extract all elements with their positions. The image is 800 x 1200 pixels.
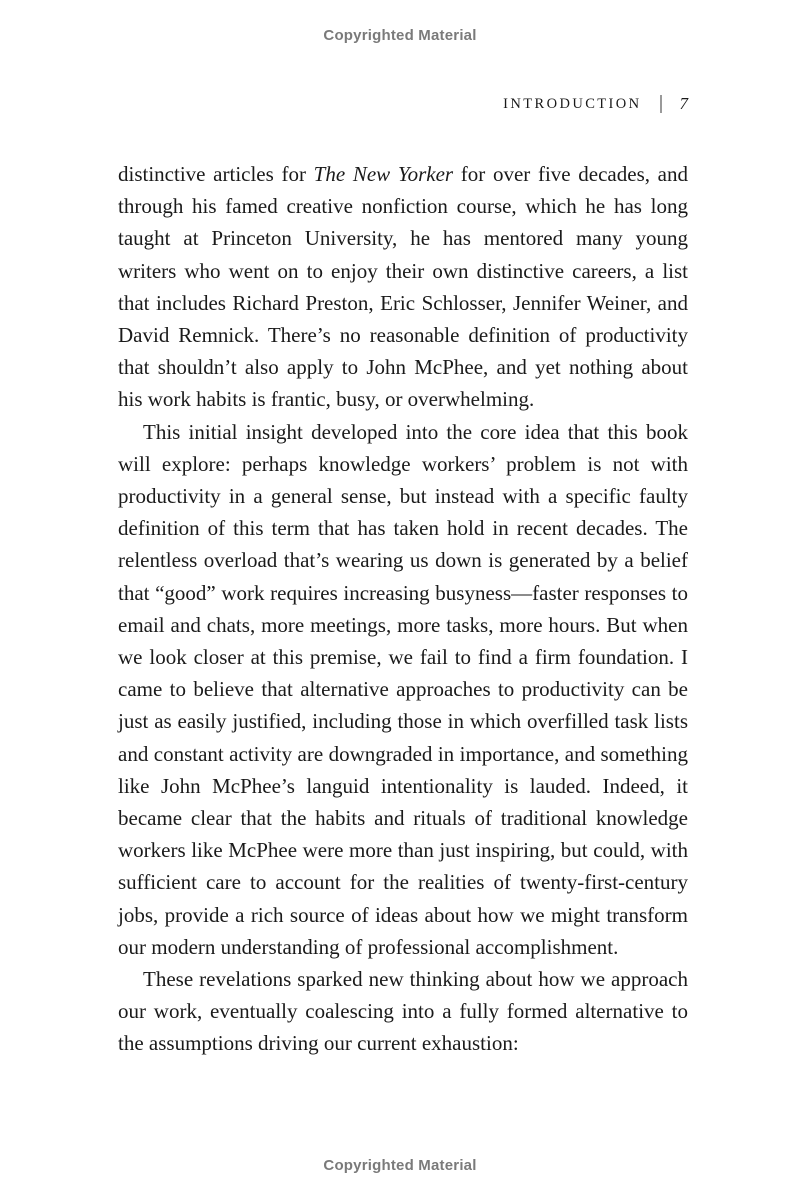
- paragraph-2: This initial insight developed into the core idea that this book will explore: perhaps knowledge workers’ problem is not with productivity in a general sense, but instead with a specific faulty definition of this term that has taken hold in recent decades. The relentless overload that’s wearing us down is generated by a belief that “good” work requires increasing busyness—faster responses to email and chats, more meetings, more tasks, more hours. But when we look closer at this premise, we fail to find a firm foundation. I came to believe that alternative approaches to productivity can be just as easily justified, including those in which overfilled task lists and constant activity are downgraded in importance, and something like John McPhee’s languid intentionality is lauded. Indeed, it became clear that the habits and rituals of traditional knowledge workers like McPhee were more than just inspiring, but could, with sufficient care to account for the realities of twenty-first-century jobs, provide a rich source of ideas about how we might transform our modern understanding of professional accomplishment.: [118, 419, 688, 959]
- running-head-section: INTRODUCTION: [503, 95, 642, 112]
- page-number: 7: [679, 94, 688, 113]
- copyright-watermark-bottom: Copyrighted Material: [323, 1157, 477, 1174]
- paragraph-3: These revelations sparked new thinking about how we approach our work, eventually coalescing into a fully formed alternative to the assumptions driving our current exhaustion:: [118, 967, 688, 1056]
- running-head-divider: [660, 95, 662, 113]
- publication-title: The New Yorker: [313, 162, 454, 186]
- paragraph-1-end: for over five decades, and through his famed creative nonfiction course, which he has long taught at Princeton University, he has mentored many young writers who went on to enjoy their own distinctive careers, a list that includes Richard Preston, Eric Schlosser, Jennifer Weiner, and David Remnick. There’s no reasonable definition of productivity that shouldn’t also apply to John McPhee, and yet nothing about his work habits is frantic, busy, or overwhelming.: [118, 162, 688, 412]
- paragraph-1: [118, 158, 688, 416]
- copyright-watermark-top: Copyrighted Material: [323, 27, 477, 44]
- paragraph-1-start: distinctive articles for: [118, 162, 314, 186]
- body-text: [118, 158, 688, 1060]
- running-head: [503, 92, 688, 116]
